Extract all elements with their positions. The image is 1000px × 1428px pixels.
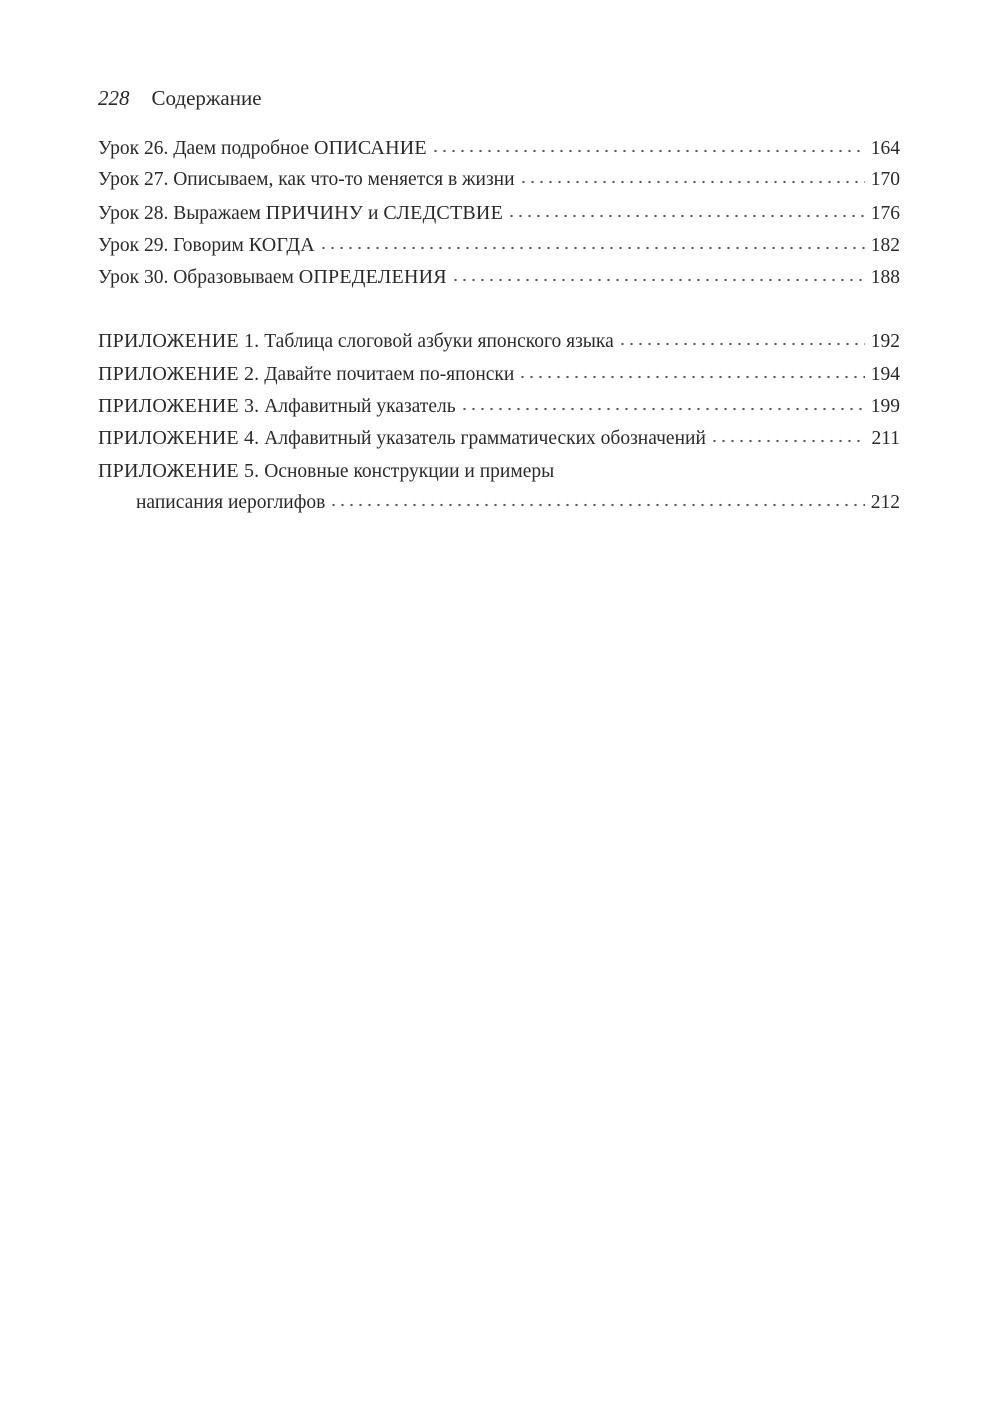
toc-entry-appendix-2[interactable]	[98, 358, 900, 390]
toc-entry-lesson-27[interactable]	[98, 164, 900, 196]
toc-entry-caps: ПРИЛОЖЕНИЕ 2.	[98, 362, 260, 385]
toc-entry-appendix-5-continuation[interactable]	[98, 487, 900, 519]
toc-entry-caps: ПРИЧИНУ	[265, 201, 364, 224]
dot-leader	[329, 488, 864, 508]
toc-entry-text: написания иероглифов	[136, 491, 326, 513]
toc-entry-appendix-1[interactable]	[98, 325, 900, 357]
toc-entry-lesson-29[interactable]	[98, 229, 900, 261]
toc-entry-prefix: Урок 30. Образовываем	[98, 267, 299, 289]
dot-leader	[460, 392, 865, 412]
running-head	[98, 84, 262, 112]
toc-entry-text: Таблица слоговой азбуки японского языка	[259, 331, 614, 353]
dot-leader	[518, 360, 864, 380]
dot-leader	[618, 327, 865, 347]
toc-page-number: 199	[870, 396, 900, 418]
toc-entry-prefix: Урок 29. Говорим	[98, 234, 249, 256]
dot-leader	[451, 263, 865, 283]
toc-entry-caps: ПРИЛОЖЕНИЕ 5.	[98, 459, 260, 482]
toc-entry-lesson-26[interactable]	[98, 132, 900, 164]
toc-page-number: 194	[870, 363, 900, 385]
toc-entry-caps: ОПРЕДЕЛЕНИЯ	[298, 266, 447, 289]
toc-entry-caps: ПРИЛОЖЕНИЕ 4.	[98, 427, 260, 450]
toc-entry-text: Алфавитный указатель грамматических обозначений	[259, 428, 706, 450]
toc-page-number: 192	[870, 331, 900, 353]
toc-page-number: 170	[870, 169, 900, 191]
toc-page-number: 212	[870, 491, 900, 513]
toc-page-number: 188	[870, 267, 900, 289]
dot-leader	[319, 231, 865, 251]
toc-entry-caps: ПРИЛОЖЕНИЕ 3.	[98, 395, 260, 418]
table-of-contents	[98, 132, 900, 519]
toc-page-number: 182	[870, 234, 900, 256]
toc-entry-appendix-3[interactable]	[98, 390, 900, 422]
toc-entry-prefix: Урок 28. Выражаем	[98, 202, 266, 224]
toc-entry-lesson-28[interactable]	[98, 197, 900, 229]
toc-entry-appendix-5[interactable]	[98, 455, 900, 487]
toc-entry-caps: ОПИСАНИЕ	[313, 137, 427, 159]
toc-entry-caps: КОГДА	[248, 233, 315, 256]
dot-leader	[710, 424, 866, 444]
toc-appendices	[98, 325, 900, 519]
toc-entry-lesson-30[interactable]	[98, 261, 900, 293]
toc-lessons	[98, 132, 900, 293]
section-title: Содержание	[151, 86, 262, 110]
toc-entry-caps: ПРИЛОЖЕНИЕ 1.	[98, 330, 260, 353]
toc-entry-suffix: и	[363, 202, 384, 224]
page-number: 228	[98, 86, 130, 110]
toc-entry-text: Основные конструкции и примеры	[259, 460, 555, 482]
toc-entry-text: Алфавитный указатель	[259, 396, 456, 418]
toc-entry-prefix: Урок 27. Описываем, как что-то меняется в жизни	[98, 169, 515, 191]
dot-leader	[507, 199, 865, 219]
toc-entry-caps-2: СЛЕДСТВИЕ	[383, 201, 503, 224]
toc-page-number: 176	[870, 202, 900, 224]
toc-entry-prefix: Урок 26. Даем подробное	[98, 138, 314, 159]
dot-leader	[519, 165, 865, 185]
toc-page-number: 211	[871, 428, 900, 450]
dot-leader	[431, 134, 865, 154]
toc-page-number: 164	[870, 138, 900, 159]
toc-entry-appendix-4[interactable]	[98, 422, 900, 454]
toc-entry-text: Давайте почитаем по-японски	[259, 363, 515, 385]
